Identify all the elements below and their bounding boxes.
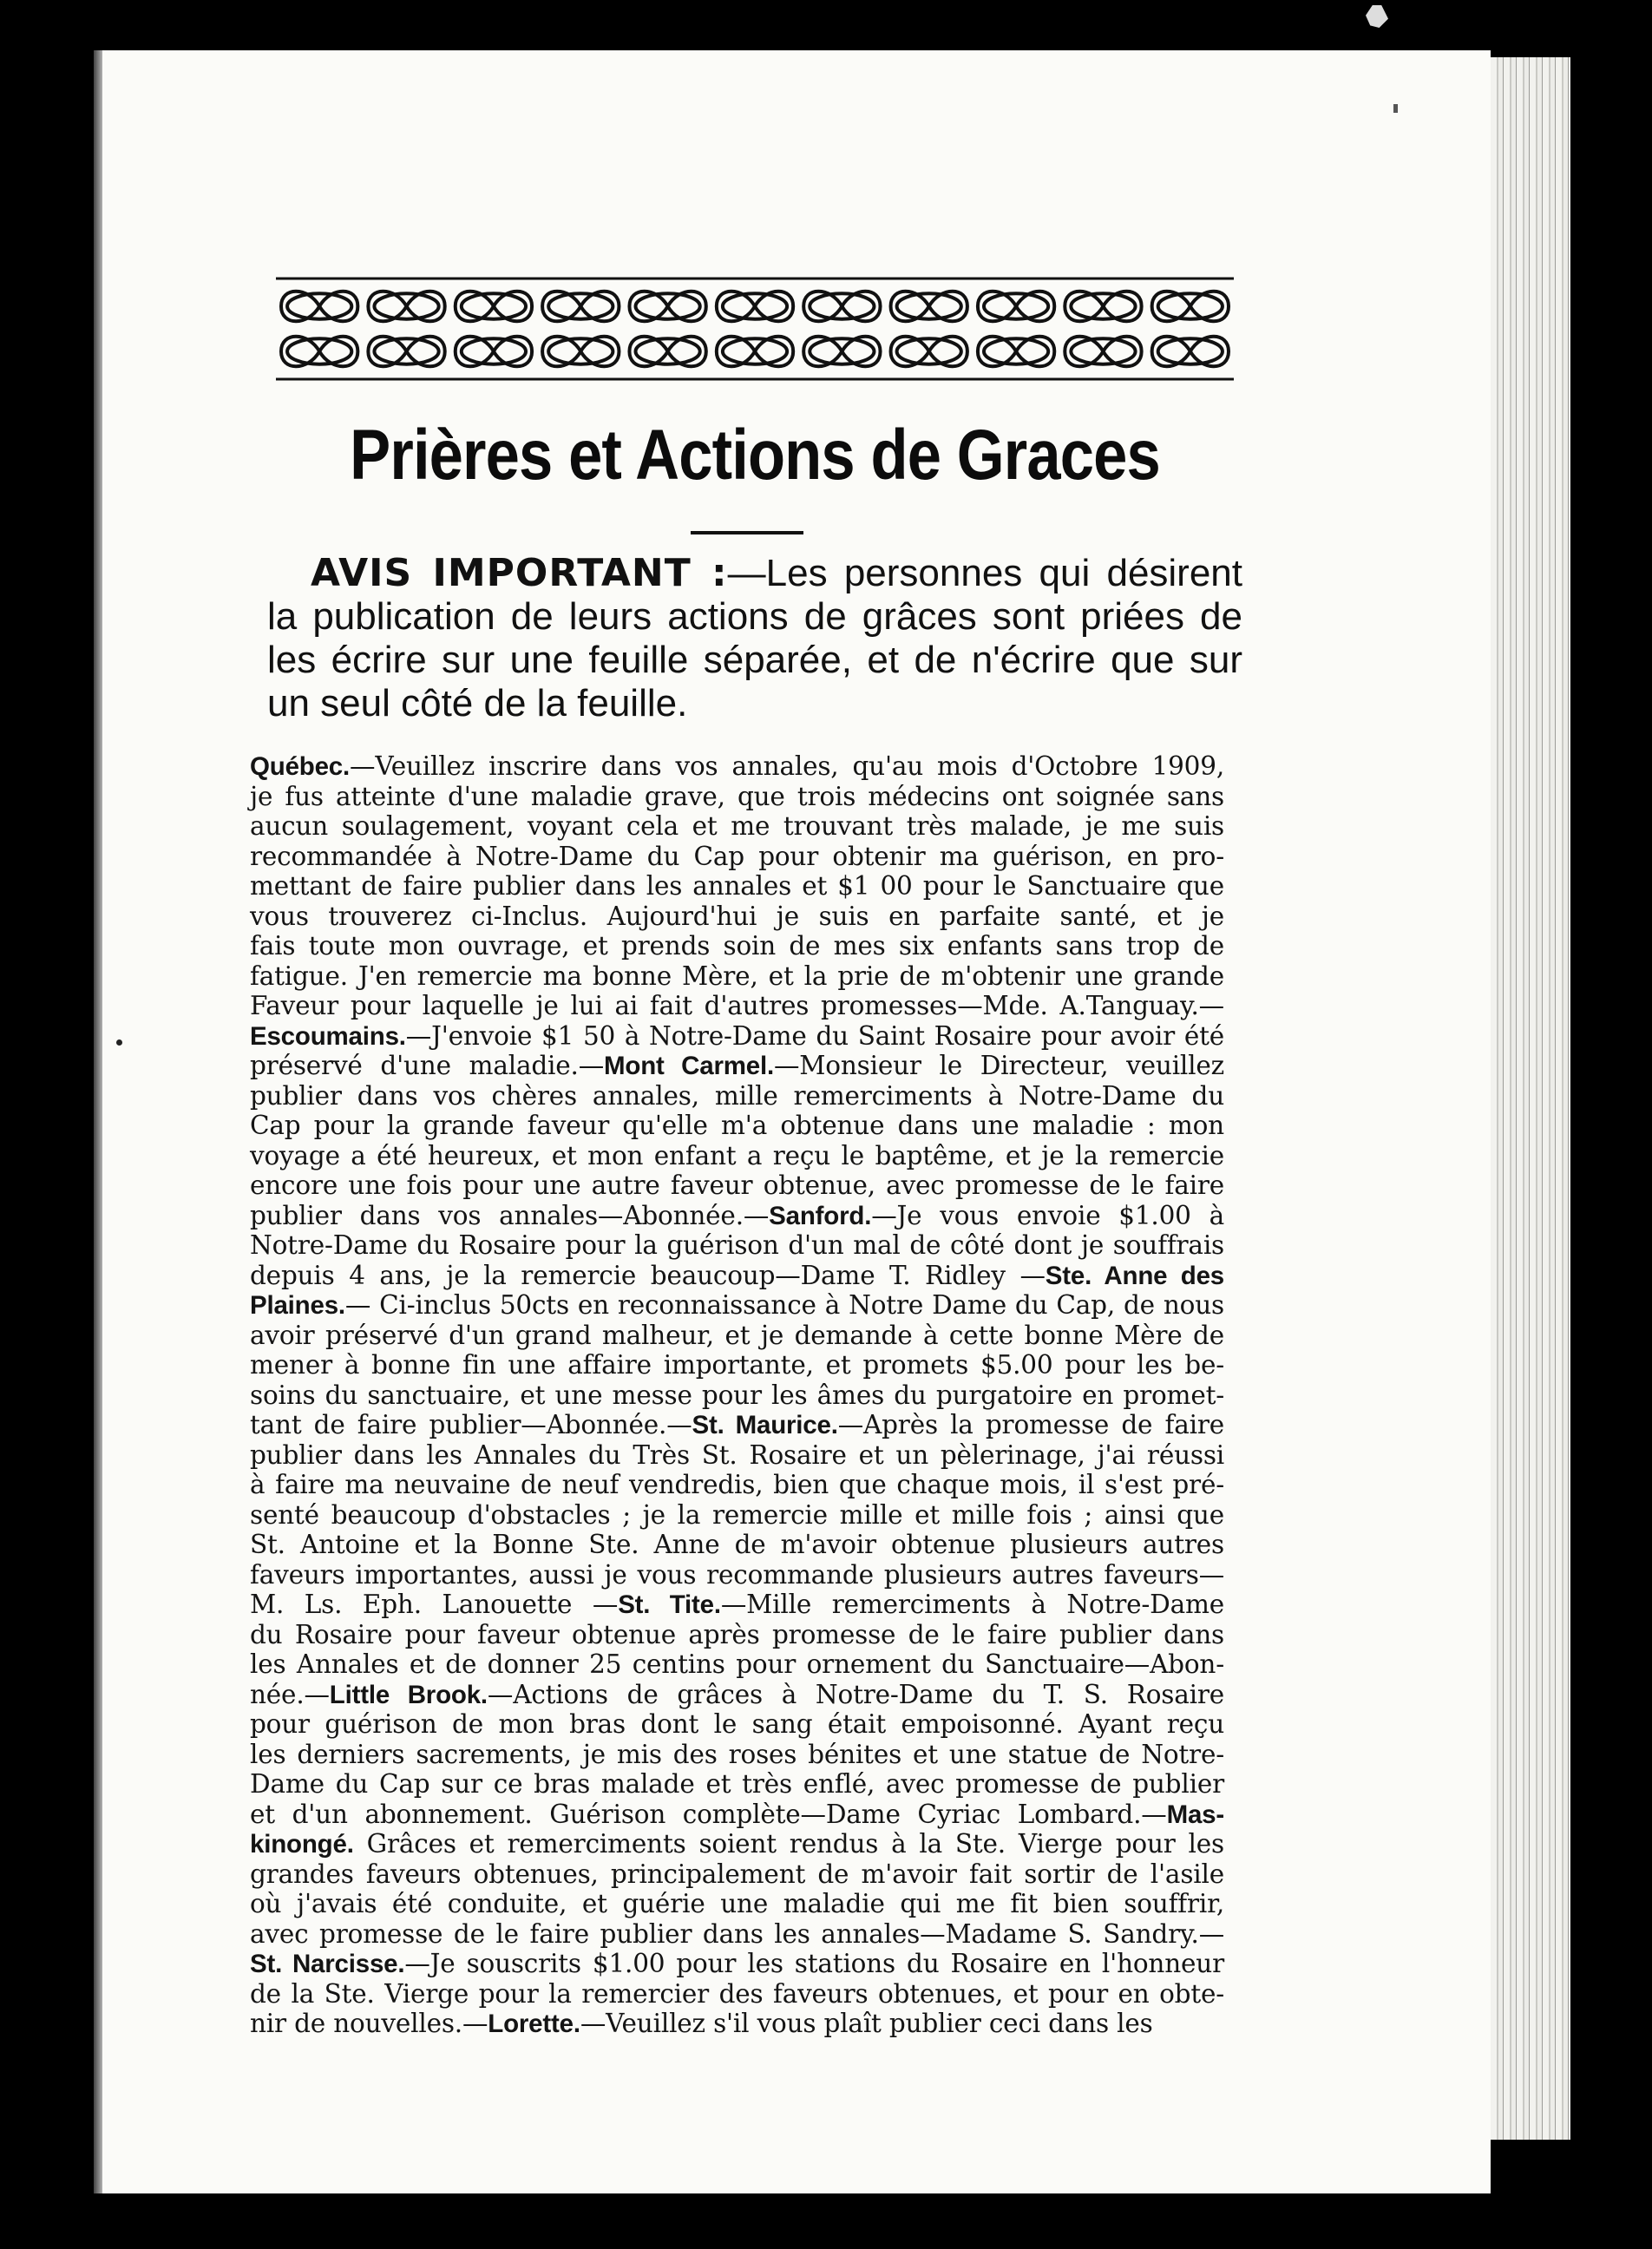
page-stack-edges [1491, 57, 1570, 2140]
entry-text: mener à bonne fin une affaire importante, et promets $5.00 pour les be- [250, 1350, 1224, 1380]
notice-lead: AVIS IMPORTANT : [311, 551, 728, 595]
text-line [250, 1440, 1224, 1471]
text-line [250, 1919, 1224, 1950]
entry-text: soins du sanctuaire, et une messe pour les âmes du purgatoire en promet- [250, 1380, 1224, 1410]
entry-text: fatigue. J'en remercie ma bonne Mère, et la prie de m'obtenir une grande [250, 961, 1224, 991]
place-name: St. Maurice. [692, 1411, 838, 1439]
place-name: Plaines. [250, 1291, 345, 1320]
text-line [250, 991, 1224, 1021]
ornament-knot [978, 292, 1054, 322]
entry-text: —Je vous envoie $1.00 à [871, 1200, 1224, 1230]
text-line [250, 1081, 1224, 1111]
entry-text: où j'avais été conduite, et guérie une maladie qui me fit bien souffrir, [250, 1889, 1224, 1918]
entry-text: pour guérison de mon bras dont le sang était empoisonné. Ayant reçu [250, 1709, 1224, 1739]
entry-text: les Annales et de donner 25 centins pour ornement du Sanctuaire—Abon- [250, 1649, 1224, 1679]
text-line [250, 1620, 1224, 1650]
text-line [250, 1560, 1224, 1590]
entry-text: préservé d'une maladie.— [250, 1051, 604, 1080]
ornament-knot [456, 337, 532, 367]
corner-scan-mark [1366, 5, 1388, 28]
important-notice [267, 552, 1242, 725]
text-line [250, 1230, 1224, 1261]
text-line [250, 902, 1224, 932]
entry-text: publier dans vos chères annales, mille remerciments à Notre-Dame du [250, 1080, 1224, 1111]
text-line [250, 1829, 1224, 1859]
ornament-knot [891, 292, 967, 322]
place-name: St. Narcisse. [250, 1950, 405, 1978]
entry-text: je fus atteinte d'une maladie grave, que trois médecins ont soignée sans [250, 781, 1224, 811]
ornament-knot [978, 337, 1054, 367]
text-line [250, 1350, 1224, 1380]
entry-text: —J'envoie $1 50 à Notre-Dame du Saint Rosaire pour avoir été [405, 1020, 1224, 1051]
text-line [250, 2009, 1224, 2039]
place-name: Québec. [250, 752, 351, 781]
entry-text: avoir préservé d'un grand malheur, et je demande à cette bonne Mère de [250, 1320, 1224, 1350]
place-name: Sanford. [769, 1201, 872, 1230]
entry-text: Faveur pour laquelle je lui ai fait d'autres promesses—Mde. A.Tanguay.— [250, 991, 1224, 1020]
entry-text: recommandée à Notre-Dame du Cap pour obtenir ma guérison, en pro- [250, 841, 1224, 871]
entry-text: senté beaucoup d'obstacles ; je la remercie mille et mille fois ; ainsi que [250, 1499, 1224, 1530]
entry-text: —Actions de grâces à Notre-Dame du T. S. Rosaire [487, 1679, 1224, 1709]
entry-text: M. Ls. Eph. Lanouette — [250, 1590, 619, 1619]
ornament-knot [717, 292, 793, 322]
text-line [250, 782, 1224, 812]
entry-text: Dame du Cap sur ce bras malade et très enflé, avec promesse de publier [250, 1769, 1224, 1799]
text-line [250, 1649, 1224, 1680]
text-line [250, 1500, 1224, 1531]
text-line [250, 871, 1224, 902]
ornament-knot [717, 337, 793, 367]
place-name: St. Tite. [618, 1590, 721, 1619]
entry-text: nir de nouvelles.— [250, 2009, 488, 2038]
thanksgiving-entries [250, 751, 1224, 2039]
ornament-knot [1065, 292, 1141, 322]
entry-text: encore une fois pour une autre faveur obtenue, avec promesse de le faire [250, 1170, 1224, 1200]
entry-text: voyage a été heureux, et mon enfant a reçu le baptême, et je la remercie [250, 1140, 1224, 1170]
place-name: Ste. Anne des [1045, 1261, 1224, 1290]
text-line [250, 1021, 1224, 1052]
text-line [250, 1410, 1224, 1440]
text-line [250, 1680, 1224, 1710]
text-line [250, 1800, 1224, 1830]
entry-text: —Veuillez inscrire dans vos annales, qu'au mois d'Octobre 1909, [350, 751, 1224, 781]
title-divider [691, 531, 803, 534]
ornament-knot [629, 337, 705, 367]
ornament-knot [281, 292, 357, 322]
text-line [250, 1170, 1224, 1201]
text-line [250, 1051, 1224, 1081]
entry-text: à faire ma neuvaine de neuf vendredis, bien que chaque mois, il s'est pré- [250, 1470, 1224, 1499]
text-line [250, 931, 1224, 961]
text-line [250, 1979, 1224, 2010]
entry-text: tant de faire publier—Abonnée.— [250, 1410, 692, 1439]
ornament-knot [281, 337, 357, 367]
ornament-knot [891, 337, 967, 367]
entry-text: Cap pour la grande faveur qu'elle m'a obtenue dans une maladie : mon [250, 1111, 1224, 1140]
notice-text: —Les personnes qui désirent la publication de leurs actions de grâces sont priées de les écrire sur une feuille séparée, et de n'écrire que sur un seul côté de la feuille. [267, 552, 1243, 725]
ornament-knot [1152, 337, 1229, 367]
text-line [250, 1530, 1224, 1560]
text-line [250, 1290, 1224, 1321]
text-line [250, 1590, 1224, 1620]
text-line [250, 751, 1224, 782]
place-name: Escoumains. [250, 1021, 406, 1051]
text-line [250, 1859, 1224, 1890]
entry-text: publier dans vos annales—Abonnée.— [250, 1200, 770, 1230]
text-line [250, 1769, 1224, 1800]
page-title: Prières et Actions de Graces [350, 416, 1160, 495]
entry-text: née.— [250, 1679, 330, 1709]
entry-text: —Monsieur le Directeur, veuillez [774, 1051, 1224, 1080]
text-line [250, 1889, 1224, 1919]
entry-text: les derniers sacrements, je mis des roses bénites et une statue de Notre- [250, 1739, 1224, 1769]
ornament-knot [542, 337, 619, 367]
ornament-knot [456, 292, 532, 322]
entry-text: mettant de faire publier dans les annales et $1 00 pour le Sanctuaire que [250, 871, 1224, 901]
ornament-knot [542, 292, 619, 322]
text-line [250, 811, 1224, 842]
entry-text: de la Ste. Vierge pour la remercier des faveurs obtenues, et pour en obte- [250, 1978, 1224, 2009]
ornament-knot [629, 292, 705, 322]
entry-text: et d'un abonnement. Guérison complète—Dame Cyriac Lombard.— [250, 1799, 1167, 1829]
entry-text: —Après la promesse de faire [837, 1410, 1224, 1439]
entry-text: vous trouverez ci-Inclus. Aujourd'hui je suis en parfaite santé, et je [250, 901, 1224, 931]
entry-text: depuis 4 ans, je la remercie beaucoup—Dame T. Ridley — [250, 1260, 1046, 1290]
scan-speck [1393, 104, 1398, 113]
entry-text: Grâces et remerciments soient rendus à la Ste. Vierge pour les [353, 1829, 1224, 1859]
ornament-knot [803, 337, 880, 367]
entry-text: St. Antoine et la Bonne Ste. Anne de m'avoir obtenue plusieurs autres [250, 1530, 1224, 1559]
place-name: Mas- [1166, 1800, 1224, 1829]
decorative-header-border [276, 276, 1234, 382]
ornament-knot [803, 292, 880, 322]
text-line [250, 1111, 1224, 1141]
entry-text: fais toute mon ouvrage, et prends soin de mes six enfants sans trop de [250, 931, 1224, 961]
text-line [250, 842, 1224, 872]
text-line [250, 1321, 1224, 1351]
place-name: Little Brook. [329, 1680, 488, 1709]
text-line [250, 1740, 1224, 1770]
text-line [250, 1949, 1224, 1979]
text-line [250, 1261, 1224, 1291]
ornament-knot [1065, 337, 1141, 367]
margin-dot [116, 1039, 122, 1046]
entry-text: —Veuillez s'il vous plaît publier ceci dans les [580, 2009, 1153, 2038]
text-line [250, 1201, 1224, 1231]
ornament-knot [1152, 292, 1229, 322]
entry-text: —Je souscrits $1.00 pour les stations du Rosaire en l'honneur [404, 1949, 1224, 1978]
ornament-knot [368, 337, 444, 367]
entry-text: publier dans les Annales du Très St. Rosaire et un pèlerinage, j'ai réussi [250, 1439, 1224, 1470]
entry-text: aucun soulagement, voyant cela et me trouvant très malade, je me suis [250, 811, 1224, 841]
place-name: kinongé. [250, 1830, 354, 1859]
place-name: Lorette. [488, 2010, 580, 2038]
ornament-knot [368, 292, 444, 322]
entry-text: du Rosaire pour faveur obtenue après promesse de le faire publier dans [250, 1619, 1224, 1649]
entry-text: grandes faveurs obtenues, principalement de m'avoir fait sortir de l'asile [250, 1859, 1224, 1889]
text-line [250, 1380, 1224, 1411]
text-line [250, 1141, 1224, 1171]
entry-text: faveurs importantes, aussi je vous recommande plusieurs autres faveurs— [250, 1559, 1224, 1590]
entry-text: —Mille remerciments à Notre-Dame [720, 1590, 1225, 1619]
entry-text: avec promesse de le faire publier dans les annales—Madame S. Sandry.— [250, 1918, 1224, 1949]
entry-text: — Ci-inclus 50cts en reconnaissance à Notre Dame du Cap, de nous [344, 1290, 1224, 1320]
text-line [250, 1709, 1224, 1740]
place-name: Mont Carmel. [604, 1052, 774, 1080]
text-line [250, 961, 1224, 992]
entry-text: Notre-Dame du Rosaire pour la guérison d'un mal de côté dont je souffrais [250, 1230, 1224, 1260]
text-line [250, 1470, 1224, 1500]
